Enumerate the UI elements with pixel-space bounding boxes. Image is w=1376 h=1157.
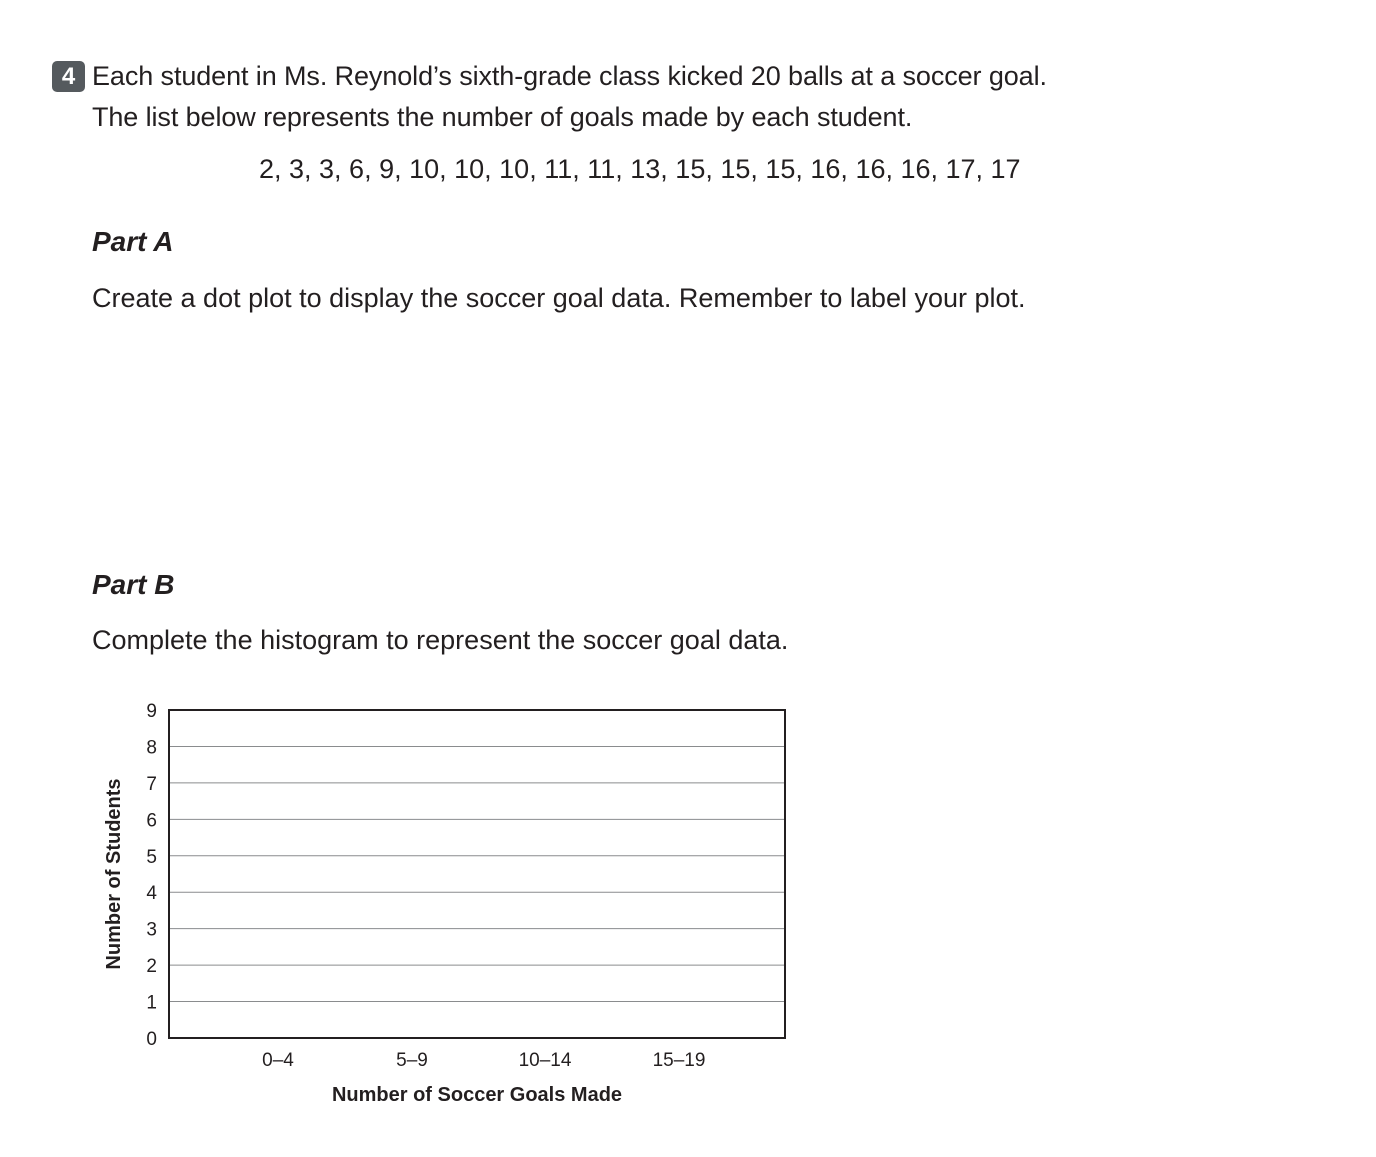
y-axis-label: Number of Students <box>103 778 125 970</box>
y-tick-label: 1 <box>146 992 157 1014</box>
x-axis-tick-labels <box>262 1050 705 1071</box>
question-number-badge: 4 <box>52 61 85 92</box>
y-tick-label: 6 <box>146 810 157 832</box>
question-text-line-1: Each student in Ms. Reynold’s sixth-grade class kicked 20 balls at a soccer goal. <box>92 61 1047 91</box>
x-tick-label: 10–14 <box>518 1050 572 1071</box>
part-a-title: Part A <box>92 226 174 257</box>
goals-data-list: 2, 3, 3, 6, 9, 10, 10, 10, 11, 11, 13, 15, 15, 15, 16, 16, 16, 17, 17 <box>259 154 1021 184</box>
part-b-prompt: Complete the histogram to represent the soccer goal data. <box>92 625 789 655</box>
question-text-line-2: The list below represents the number of goals made by each student. <box>92 102 913 132</box>
y-tick-label: 3 <box>146 919 157 941</box>
x-tick-label: 0–4 <box>262 1050 294 1071</box>
y-tick-label: 9 <box>146 701 157 722</box>
y-tick-label: 4 <box>146 883 157 905</box>
y-tick-label: 2 <box>146 956 157 978</box>
y-tick-label: 5 <box>146 846 157 868</box>
part-a-prompt: Create a dot plot to display the soccer goal data. Remember to label your plot. <box>92 283 1026 313</box>
y-tick-label: 8 <box>146 737 157 759</box>
x-axis-label: Number of Soccer Goals Made <box>331 1084 623 1106</box>
x-tick-label: 15–19 <box>652 1050 706 1071</box>
x-tick-label: 5–9 <box>396 1050 428 1071</box>
part-b-title: Part B <box>92 569 175 600</box>
y-tick-label: 0 <box>146 1029 157 1050</box>
histogram-plot-frame[interactable] <box>169 710 785 1038</box>
y-axis-tick-labels <box>146 701 157 1050</box>
histogram-grid <box>169 746 785 1001</box>
y-tick-label: 7 <box>146 773 157 795</box>
